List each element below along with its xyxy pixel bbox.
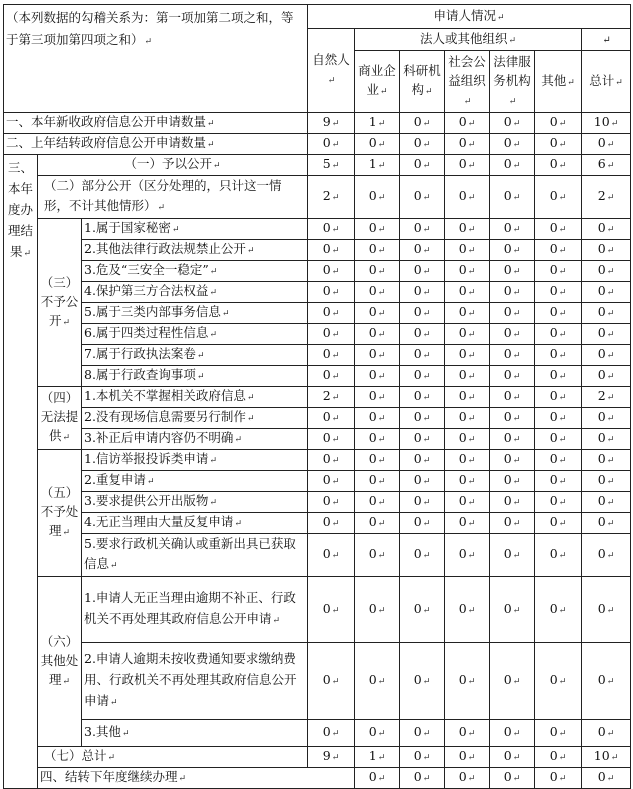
cell: 0 ↵ [400,577,445,643]
section-3-label: 三、本年度办理结果 ↵ [4,155,38,789]
cell: 0 ↵ [535,324,582,345]
cell: 0 ↵ [308,492,355,513]
table-row [4,282,631,303]
cell: 0 ↵ [490,303,535,324]
cell: 0 ↵ [490,345,535,366]
row-label: 二、上年结转政府信息公开申请数量 ↵ [4,134,308,155]
cell: 0 ↵ [445,408,490,429]
cell: 1 ↵ [355,155,400,176]
cell: 9 ↵ [308,113,355,134]
cell: 0 ↵ [308,261,355,282]
cell: 0 ↵ [445,471,490,492]
cell: 0 ↵ [535,240,582,261]
cell: 0 ↵ [535,513,582,534]
cell: 0 ↵ [400,747,445,768]
row-label: 1.信访举报投诉类申请 ↵ [82,450,308,471]
cell: 0 ↵ [582,513,631,534]
cell: 0 ↵ [445,240,490,261]
cell: 0 ↵ [355,176,400,219]
cell: 0 ↵ [308,534,355,577]
table-row [4,134,631,155]
cell: 0 ↵ [355,134,400,155]
cell: 0 ↵ [400,261,445,282]
cell: 0 ↵ [582,450,631,471]
cell: 0 ↵ [490,155,535,176]
cell: 0 ↵ [308,408,355,429]
table-row [4,387,631,408]
cell: 0 ↵ [308,134,355,155]
row-label: （七）总计 ↵ [38,747,308,768]
cell: 0 ↵ [445,176,490,219]
cell: 0 ↵ [535,747,582,768]
row-label: 1.本机关不掌握相关政府信息 ↵ [82,387,308,408]
cell: 0 ↵ [535,450,582,471]
cell: 0 ↵ [445,303,490,324]
cell: 0 ↵ [582,219,631,240]
cell: 9 ↵ [308,747,355,768]
cell: 0 ↵ [535,492,582,513]
group-label: （四）无法提供 ↵ [38,387,82,450]
cell: 0 ↵ [355,643,400,720]
cell: 0 ↵ [445,387,490,408]
cell: 0 ↵ [355,429,400,450]
cell: 0 ↵ [355,492,400,513]
cell: 0 ↵ [400,492,445,513]
cell: 0 ↵ [535,643,582,720]
cell: 10 ↵ [582,113,631,134]
cell: 0 ↵ [355,768,400,789]
cell: 0 ↵ [400,429,445,450]
group-label: （五）不予处理 ↵ [38,450,82,577]
row-label: 四、结转下年度继续办理 ↵ [38,768,355,789]
cell: 0 ↵ [490,471,535,492]
cell: 0 ↵ [445,513,490,534]
cell: 0 ↵ [490,534,535,577]
cell: 0 ↵ [355,240,400,261]
cell: 6 ↵ [582,155,631,176]
cell: 0 ↵ [490,643,535,720]
cell: 0 ↵ [490,450,535,471]
cell: 0 ↵ [308,282,355,303]
cell: 0 ↵ [490,219,535,240]
cell: 0 ↵ [582,324,631,345]
cell: 0 ↵ [490,747,535,768]
cell: 0 ↵ [308,720,355,747]
col-other: 其他 ↵ [535,51,582,113]
col-legal-service: 法律服务机构 ↵ [490,51,535,113]
table-row [4,155,631,176]
cell: 0 ↵ [355,387,400,408]
cell: 0 ↵ [535,155,582,176]
row-label: 3.其他 ↵ [82,720,308,747]
cell: 0 ↵ [355,282,400,303]
cell: 0 ↵ [490,408,535,429]
cell: 0 ↵ [490,261,535,282]
table-row [4,471,631,492]
table-row [4,513,631,534]
row-label: 5.要求行政机关确认或重新出具已获取信息 ↵ [82,534,308,577]
cell: 0 ↵ [582,366,631,387]
cell: 0 ↵ [400,534,445,577]
cell: 0 ↵ [535,471,582,492]
col-research: 科研机构 ↵ [400,51,445,113]
row-label: 3.补正后申请内容仍不明确 ↵ [82,429,308,450]
cell: 0 ↵ [582,492,631,513]
group-label: （六）其他处理 ↵ [38,577,82,747]
cell: 0 ↵ [355,261,400,282]
table-row [4,450,631,471]
cell: 0 ↵ [355,577,400,643]
cell: 0 ↵ [490,720,535,747]
cell: 0 ↵ [445,492,490,513]
table-row [4,534,631,577]
cell: 0 ↵ [308,303,355,324]
cell: 0 ↵ [582,303,631,324]
cell: 0 ↵ [445,324,490,345]
cell: 0 ↵ [582,643,631,720]
cell: 0 ↵ [445,534,490,577]
cell: 0 ↵ [445,155,490,176]
cell: 0 ↵ [355,513,400,534]
cell: 0 ↵ [535,176,582,219]
cell: 0 ↵ [355,471,400,492]
cell: 0 ↵ [535,134,582,155]
cell: 0 ↵ [400,408,445,429]
header-applicant-situation: 申请人情况 ↵ [308,5,631,29]
cell: 0 ↵ [582,534,631,577]
cell: 0 ↵ [490,176,535,219]
cell: 0 ↵ [308,240,355,261]
cell: 0 ↵ [400,366,445,387]
table-row [4,176,631,219]
row-label: （一）予以公开 ↵ [38,155,308,176]
col-total: 总计 ↵ [582,51,631,113]
cell: 0 ↵ [490,366,535,387]
cell: 0 ↵ [490,492,535,513]
table-row [4,768,631,789]
cell: 0 ↵ [535,261,582,282]
cell: 0 ↵ [445,747,490,768]
cell: 0 ↵ [490,513,535,534]
cell: 0 ↵ [308,643,355,720]
cell: 0 ↵ [490,324,535,345]
cell: 0 ↵ [445,768,490,789]
row-label: 1.申请人无正当理由逾期不补正、行政机关不再处理其政府信息公开申请 ↵ [82,577,308,643]
cell: 0 ↵ [400,155,445,176]
cell: 1 ↵ [355,747,400,768]
cell: 0 ↵ [535,577,582,643]
row-label: 2.重复申请 ↵ [82,471,308,492]
table-row [4,345,631,366]
cell: 0 ↵ [355,303,400,324]
cell: 0 ↵ [400,513,445,534]
cell: 0 ↵ [445,282,490,303]
cell: 0 ↵ [490,768,535,789]
table-row [4,324,631,345]
cell: 0 ↵ [308,324,355,345]
row-label: （二）部分公开（区分处理的，只计这一情形，不计其他情形） ↵ [38,176,308,219]
cell: 0 ↵ [355,324,400,345]
cell: 0 ↵ [490,282,535,303]
table-row [4,303,631,324]
table-row [4,492,631,513]
cell: 0 ↵ [490,577,535,643]
cell: 0 ↵ [308,450,355,471]
col-commercial: 商业企业 ↵ [355,51,400,113]
cell: 0 ↵ [582,471,631,492]
row-label: 2.其他法律行政法规禁止公开 ↵ [82,240,308,261]
row-label: 1.属于国家秘密 ↵ [82,219,308,240]
cell: 0 ↵ [400,219,445,240]
table-row [4,643,631,720]
cell: 0 ↵ [308,471,355,492]
row-label: 5.属于三类内部事务信息 ↵ [82,303,308,324]
cell: 0 ↵ [582,261,631,282]
table-row [4,366,631,387]
table-row [4,219,631,240]
cell: 2 ↵ [308,387,355,408]
table-row [4,113,631,134]
cell: 0 ↵ [400,113,445,134]
cell: 0 ↵ [582,240,631,261]
cell: 0 ↵ [445,261,490,282]
cell: 0 ↵ [445,720,490,747]
col-natural-person: 自然人 ↵ [308,29,355,113]
cell: 0 ↵ [535,113,582,134]
cell: 0 ↵ [582,720,631,747]
cell: 0 ↵ [535,768,582,789]
cell: 0 ↵ [400,720,445,747]
cell: 0 ↵ [308,429,355,450]
cell: 0 ↵ [308,345,355,366]
cell: 0 ↵ [445,643,490,720]
cell: 0 ↵ [445,366,490,387]
cell: 5 ↵ [308,155,355,176]
cell: 0 ↵ [400,240,445,261]
cell: 0 ↵ [400,176,445,219]
row-label: 3.危及“三安全一稳定” ↵ [82,261,308,282]
table-row [4,240,631,261]
cell: 0 ↵ [355,366,400,387]
cell: 0 ↵ [535,366,582,387]
cell: 0 ↵ [400,450,445,471]
cell: 0 ↵ [400,303,445,324]
cell: 0 ↵ [535,720,582,747]
cell: 0 ↵ [400,768,445,789]
group-label: （三）不予公开 ↵ [38,219,82,387]
cell: 10 ↵ [582,747,631,768]
cell: 0 ↵ [535,534,582,577]
cell: 0 ↵ [535,387,582,408]
cell: 0 ↵ [445,219,490,240]
table-row [4,747,631,768]
cell: 0 ↵ [490,134,535,155]
cell: 0 ↵ [308,219,355,240]
cell: 0 ↵ [582,768,631,789]
cell: 0 ↵ [445,134,490,155]
cell: 0 ↵ [400,345,445,366]
header-note: （本列数据的勾稽关系为：第一项加第二项之和，等于第三项加第四项之和） ↵ [4,5,308,113]
cell: 0 ↵ [355,720,400,747]
cell: 0 ↵ [490,113,535,134]
row-label: 7.属于行政执法案卷 ↵ [82,345,308,366]
cell: 0 ↵ [355,534,400,577]
cell: 0 ↵ [445,113,490,134]
cell: 0 ↵ [400,324,445,345]
cell: 0 ↵ [535,408,582,429]
cell: 0 ↵ [400,471,445,492]
cell: 0 ↵ [535,282,582,303]
cell: 0 ↵ [445,429,490,450]
cell: 0 ↵ [308,513,355,534]
table-row [4,408,631,429]
row-label: 3.要求提供公开出版物 ↵ [82,492,308,513]
cell: 0 ↵ [445,450,490,471]
row-label: 2.没有现场信息需要另行制作 ↵ [82,408,308,429]
cell: 0 ↵ [535,219,582,240]
cell: 0 ↵ [308,366,355,387]
cell: 0 ↵ [400,282,445,303]
cell: 0 ↵ [355,408,400,429]
table-row [4,577,631,643]
cell: 0 ↵ [582,282,631,303]
row-label: 4.保护第三方合法权益 ↵ [82,282,308,303]
cell: 0 ↵ [490,240,535,261]
cell: 0 ↵ [535,429,582,450]
row-label: 4.无正当理由大量反复申请 ↵ [82,513,308,534]
cell: 0 ↵ [490,387,535,408]
cell: 0 ↵ [445,577,490,643]
cell: 0 ↵ [445,345,490,366]
table-row [4,429,631,450]
col-social-welfare: 社会公益组织 ↵ [445,51,490,113]
table-row [4,720,631,747]
cell: 2 ↵ [308,176,355,219]
cell: 1 ↵ [355,113,400,134]
cell: 0 ↵ [490,429,535,450]
cell: 2 ↵ [582,176,631,219]
table-row [4,261,631,282]
cell: 0 ↵ [400,134,445,155]
row-label: 6.属于四类过程性信息 ↵ [82,324,308,345]
header-blank: ↵ [582,29,631,51]
row-label: 2.申请人逾期未按收费通知要求缴纳费用、行政机关不再处理其政府信息公开申请 ↵ [82,643,308,720]
cell: 0 ↵ [355,219,400,240]
cell: 2 ↵ [582,387,631,408]
row-label: 8.属于行政查询事项 ↵ [82,366,308,387]
cell: 0 ↵ [400,643,445,720]
cell: 0 ↵ [582,429,631,450]
cell: 0 ↵ [535,345,582,366]
row-label: 一、本年新收政府信息公开申请数量 ↵ [4,113,308,134]
cell: 0 ↵ [582,577,631,643]
cell: 0 ↵ [582,408,631,429]
cell: 0 ↵ [535,303,582,324]
header-legal-org: 法人或其他组织 ↵ [355,29,582,51]
cell: 0 ↵ [355,450,400,471]
info-disclosure-table [3,4,631,789]
cell: 0 ↵ [308,577,355,643]
cell: 0 ↵ [400,387,445,408]
cell: 0 ↵ [582,345,631,366]
cell: 0 ↵ [355,345,400,366]
cell: 0 ↵ [582,134,631,155]
